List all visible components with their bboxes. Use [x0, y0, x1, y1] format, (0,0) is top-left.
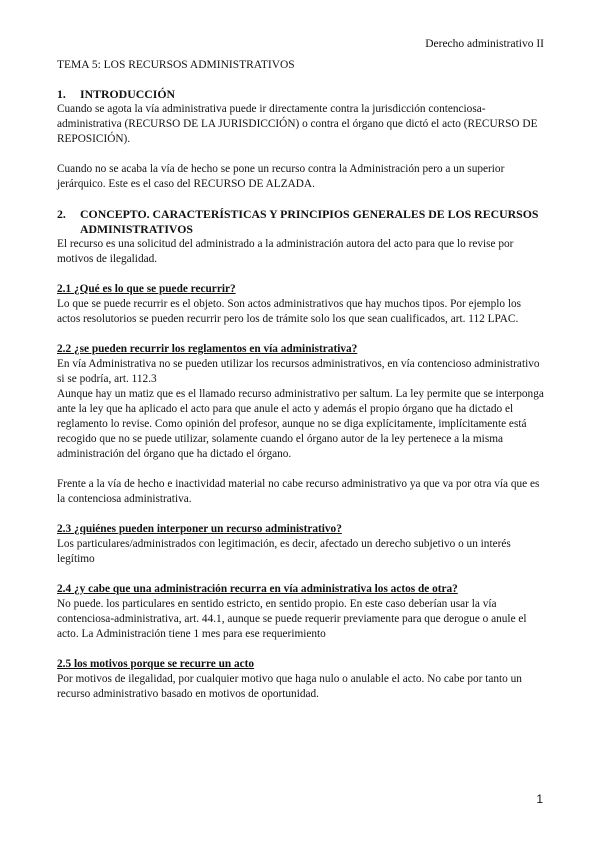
- page-number: 1: [536, 792, 543, 806]
- subsection-2-5-paragraph: Por motivos de ilegalidad, por cualquier motivo que haga nulo o anulable el acto. No cabe por tanto un recurso administrativo basado en motivos de oportunidad.: [57, 673, 522, 700]
- subsection-2-2-paragraph-2: Aunque hay un matiz que es el llamado recurso administrativo per saltum. La ley permite que se interponga ante la ley que ha aplicado el acto para que anule el acto y además el propio órgano que ha dictado el reglamento lo revise. Como opinión del profesor, aunque no se diga explícitamente, implícitamente está recogido que no se puede utilizar, solamente cuando el órgano autor de la ley pertenece a la misma administración del órgano que ha dictado el órgano.: [57, 388, 544, 460]
- subsection-2-3-heading: 2.3 ¿quiénes pueden interponer un recurso administrativo?: [57, 523, 342, 535]
- section-1-title: INTRODUCCIÓN: [80, 87, 176, 101]
- document-title: TEMA 5: LOS RECURSOS ADMINISTRATIVOS: [57, 59, 295, 71]
- section-1-number: 1.: [57, 87, 66, 101]
- subsection-2-2-heading: 2.2 ¿se pueden recurrir los reglamentos en vía administrativa?: [57, 343, 358, 355]
- subsection-2-3-paragraph: Los particulares/administrados con legitimación, es decir, afectado un derecho subjetivo o un interés legítimo: [57, 538, 511, 565]
- subsection-2-5-heading: 2.5 los motivos porque se recurre un acto: [57, 658, 255, 670]
- section-2-title: CONCEPTO. CARACTERÍSTICAS Y PRINCIPIOS GENERALES DE LOS RECURSOS ADMINISTRATIVOS: [80, 207, 539, 236]
- subsection-2-4-heading: 2.4 ¿y cabe que una administración recurra en vía administrativa los actos de otra?: [57, 583, 458, 595]
- section-2-paragraph-1: El recurso es una solicitud del administrado a la administración autora del acto para que lo revise por motivos de ilegalidad.: [57, 238, 514, 265]
- subsection-2-2-paragraph-1: En vía Administrativa no se pueden utilizar los recursos administrativos, en vía contencioso administrativo si se podría, art. 112.3: [57, 358, 540, 385]
- section-2-heading: [57, 207, 547, 237]
- document-body: [57, 58, 547, 702]
- section-2-number: 2.: [57, 207, 66, 221]
- section-1-paragraph-2: Cuando no se acaba la vía de hecho se pone un recurso contra la Administración pero a un superior jerárquico. Este es el caso del RECURSO DE ALZADA.: [57, 163, 505, 190]
- subsection-2-2-paragraph-3: Frente a la vía de hecho e inactividad material no cabe recurso administrativo ya que va por otra vía que es la contenciosa administrativa.: [57, 478, 540, 505]
- running-header: Derecho administrativo II: [425, 38, 544, 50]
- subsection-2-1-heading: 2.1 ¿Qué es lo que se puede recurrir?: [57, 283, 236, 295]
- section-1-paragraph-1: Cuando se agota la vía administrativa puede ir directamente contra la jurisdicción contenciosa-administrativa (RECURSO DE LA JURISDICCIÓN) o contra el órgano que dictó el acto (RECURSO DE REPOSICIÓN).: [57, 103, 538, 145]
- subsection-2-1-paragraph: Lo que se puede recurrir es el objeto. Son actos administrativos que hay muchos tipos. Por ejemplo los actos resolutorios se pueden recurrir pero los de trámite solo los que sean cualificados, art. 112 LPAC.: [57, 298, 522, 325]
- section-1-heading: [57, 87, 547, 102]
- subsection-2-4-paragraph: No puede. los particulares en sentido estricto, en sentido propio. En este caso deberían usar la vía contenciosa-administrativa, art. 44.1, aunque se puede requerir previamente para que derogue o anule el acto. La Administración tiene 1 mes para ese requerimiento: [57, 598, 527, 640]
